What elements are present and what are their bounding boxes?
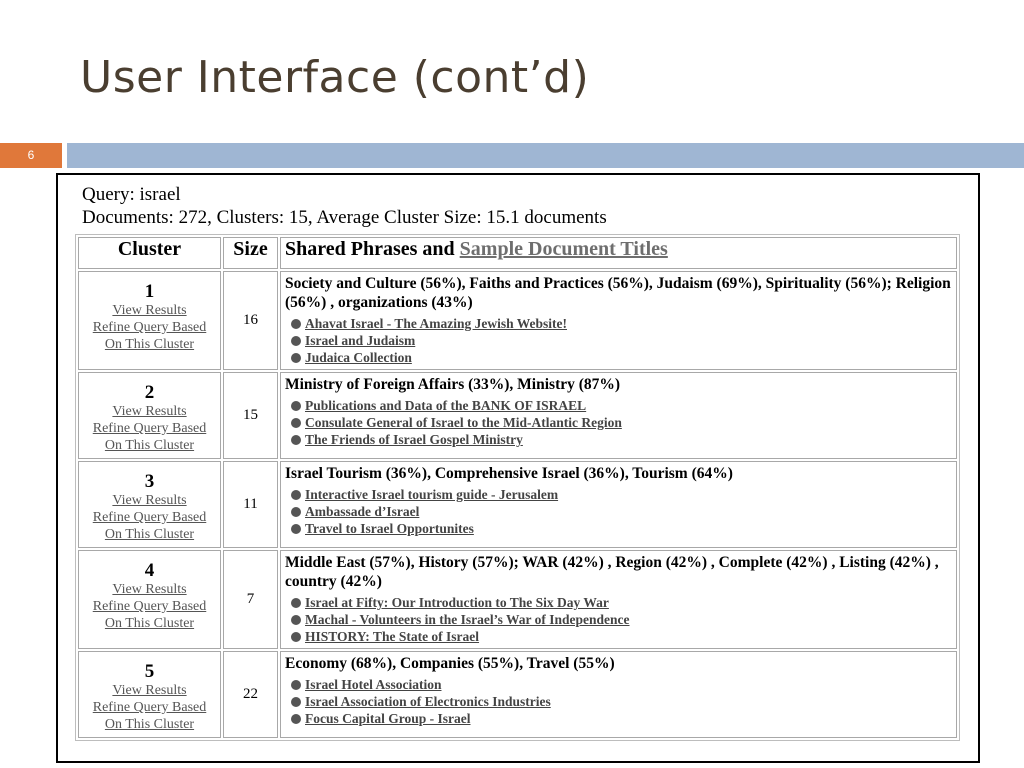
cluster-row [78,271,957,370]
cluster-cell [78,651,221,738]
refine-query-link-cont[interactable]: On This Cluster [104,337,195,352]
sample-titles-link[interactable]: Sample Document Titles [459,238,668,260]
view-results-link[interactable]: View Results [112,683,187,698]
phrases-cell [280,550,957,649]
doc-title-link[interactable]: Machal - Volunteers in the Israel’s War of Independence [305,612,630,627]
doc-title-link[interactable]: Israel and Judaism [305,333,416,348]
cluster-size: 7 [223,550,278,649]
cluster-row [78,651,957,738]
doc-title-link[interactable]: Travel to Israel Opportunites [305,521,474,536]
doc-item [291,676,952,693]
cluster-cell [78,461,221,548]
doc-item [291,503,952,520]
view-results-link[interactable]: View Results [112,493,187,508]
doc-item [291,431,952,448]
refine-query-link-cont[interactable]: On This Cluster [104,717,195,732]
refine-query-link-cont[interactable]: On This Cluster [104,438,195,453]
bullet-icon [291,401,301,411]
bullet-icon [291,319,301,329]
doc-list [285,676,952,727]
view-results-link[interactable]: View Results [112,404,187,419]
doc-item [291,520,952,537]
cluster-rows [78,271,957,738]
bullet-icon [291,490,301,500]
refine-query-link[interactable]: Refine Query Based [92,700,207,715]
cluster-size: 22 [223,651,278,738]
phrases-cell [280,651,957,738]
bullet-icon [291,507,301,517]
refine-query-link[interactable]: Refine Query Based [92,320,207,335]
cluster-cell [78,550,221,649]
doc-title-link[interactable]: Israel Association of Electronics Industries [305,694,551,709]
bullet-icon [291,353,301,363]
cluster-cell [78,271,221,370]
doc-title-link[interactable]: Consulate General of Israel to the Mid-Atlantic Region [305,415,622,430]
doc-title-link[interactable]: Focus Capital Group - Israel [305,711,471,726]
header-cluster: Cluster [78,237,221,269]
header-size: Size [223,237,278,269]
shared-phrases: Society and Culture (56%), Faiths and Practices (56%), Judaism (69%), Spirituality (56%); Religion (56%) , organizations (43%) [285,275,951,311]
cluster-number: 4 [144,560,155,581]
bullet-icon [291,598,301,608]
bullet-icon [291,336,301,346]
header-phrases-label: Shared Phrases and [285,238,455,260]
doc-list [285,486,952,537]
shared-phrases: Israel Tourism (36%), Comprehensive Israel (36%), Tourism (64%) [285,465,733,482]
phrases-cell [280,461,957,548]
results-screenshot [56,173,980,763]
bullet-icon [291,632,301,642]
bullet-icon [291,680,301,690]
doc-title-link[interactable]: HISTORY: The State of Israel [305,629,480,644]
bullet-icon [291,524,301,534]
doc-item [291,710,952,727]
view-results-link[interactable]: View Results [112,303,187,318]
bullet-icon [291,697,301,707]
accent-bar [67,143,1024,168]
doc-title-link[interactable]: Israel Hotel Association [305,677,442,692]
view-results-link[interactable]: View Results [112,582,187,597]
doc-title-link[interactable]: Ahavat Israel - The Amazing Jewish Website! [305,316,568,331]
doc-title-link[interactable]: Judaica Collection [305,350,412,365]
doc-title-link[interactable]: Ambassade d’Israel [305,504,420,519]
table-header-row [78,237,957,269]
doc-title-link[interactable]: Interactive Israel tourism guide - Jerusalem [305,487,559,502]
bullet-icon [291,418,301,428]
query-line: Query: israel [82,184,181,205]
shared-phrases: Ministry of Foreign Affairs (33%), Ministry (87%) [285,376,621,393]
doc-item [291,315,952,332]
cluster-size: 15 [223,372,278,459]
cluster-size: 16 [223,271,278,370]
bullet-icon [291,435,301,445]
header-phrases [280,237,957,269]
cluster-row [78,461,957,548]
refine-query-link-cont[interactable]: On This Cluster [104,527,195,542]
doc-item [291,397,952,414]
phrases-cell [280,271,957,370]
refine-query-link-cont[interactable]: On This Cluster [104,616,195,631]
cluster-number: 5 [144,661,155,682]
doc-title-link[interactable]: Israel at Fifty: Our Introduction to The Six Day War [305,595,609,610]
doc-item [291,332,952,349]
bullet-icon [291,615,301,625]
cluster-number: 1 [144,281,155,302]
phrases-cell [280,372,957,459]
slide-title: User Interface (cont’d) [80,52,590,103]
cluster-row [78,550,957,649]
doc-title-link[interactable]: Publications and Data of the BANK OF ISRAEL [305,398,587,413]
refine-query-link[interactable]: Refine Query Based [92,599,207,614]
cluster-number: 2 [144,382,155,403]
cluster-row [78,372,957,459]
refine-query-link[interactable]: Refine Query Based [92,510,207,525]
stats-line: Documents: 272, Clusters: 15, Average Cluster Size: 15.1 documents [82,207,607,228]
slide-number: 6 [0,143,62,168]
shared-phrases: Economy (68%), Companies (55%), Travel (55%) [285,655,615,672]
doc-item [291,486,952,503]
doc-list [285,315,952,366]
doc-item [291,628,952,645]
doc-title-link[interactable]: The Friends of Israel Gospel Ministry [305,432,523,447]
doc-item [291,594,952,611]
doc-item [291,611,952,628]
shared-phrases: Middle East (57%), History (57%); WAR (42%) , Region (42%) , Complete (42%) , Listing (42%) , country (42%) [285,554,939,590]
doc-item [291,693,952,710]
cluster-table [75,234,960,741]
bullet-icon [291,714,301,724]
cluster-number: 3 [144,471,155,492]
doc-item [291,414,952,431]
doc-item [291,349,952,366]
cluster-cell [78,372,221,459]
cluster-size: 11 [223,461,278,548]
refine-query-link[interactable]: Refine Query Based [92,421,207,436]
query-summary [82,183,607,229]
doc-list [285,594,952,645]
doc-list [285,397,952,448]
